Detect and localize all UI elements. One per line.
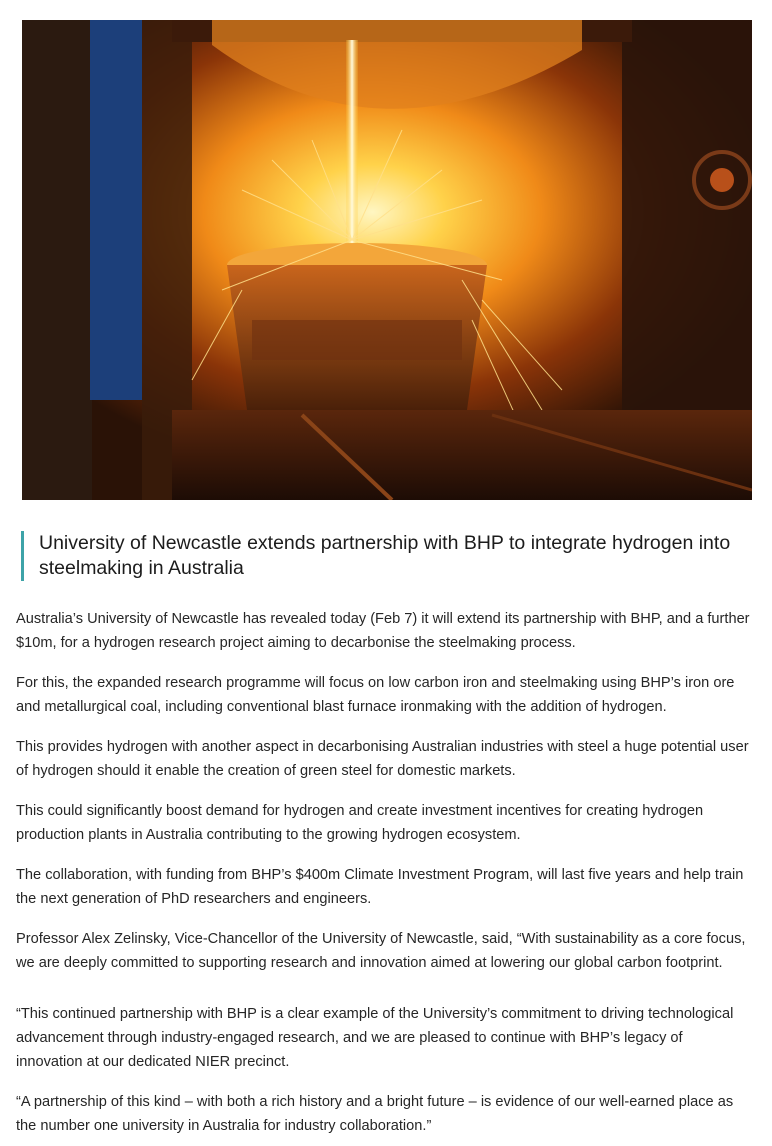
paragraph: The collaboration, with funding from BHP’s $400m Climate Investment Program, will last five years and help train the next generation of PhD researchers and engineers. [16,867,744,907]
quote-paragraph: “This continued partnership with BHP is a clear example of the University’s commitment to driving technological advancement through industry-engaged research, and we are pleased to continue with BHP’s legacy of innovation at our dedicated NIER precinct. [16,1006,734,1070]
quote-paragraph: “A partnership of this kind – with both a rich history and a bright future – is evidence of our well-earned place as the number one university in Australia for industry collaboration.” [16,1094,734,1134]
article-headline: University of Newcastle extends partnership with BHP to integrate hydrogen into steelmaking in Australia [39,532,731,579]
paragraph: This could significantly boost demand for hydrogen and create investment incentives for creating hydrogen production plants in Australia contributing to the growing hydrogen ecosystem. [16,803,704,843]
steel-mill-illustration [22,20,752,500]
hero-image [22,20,752,500]
paragraph: Australia’s University of Newcastle has revealed today (Feb 7) it will extend its partnership with BHP, and a further $10m, for a hydrogen research project aiming to decarbonise the steelmaking process. [16,611,750,651]
paragraph: Professor Alex Zelinsky, Vice-Chancellor of the University of Newcastle, said, “With sustainability as a core focus, we are deeply committed to supporting research and innovation aimed at lowering our global carbon footprint. [16,931,746,971]
paragraph: This provides hydrogen with another aspect in decarbonising Australian industries with steel a huge potential user of hydrogen should it enable the creation of green steel for domestic markets. [16,739,749,779]
paragraph: For this, the expanded research programme will focus on low carbon iron and steelmaking using BHP’s iron ore and metallurgical coal, including conventional blast furnace ironmaking with the addition of hydrogen. [16,675,735,715]
article-body [16,607,751,1138]
headline-block [21,531,741,581]
